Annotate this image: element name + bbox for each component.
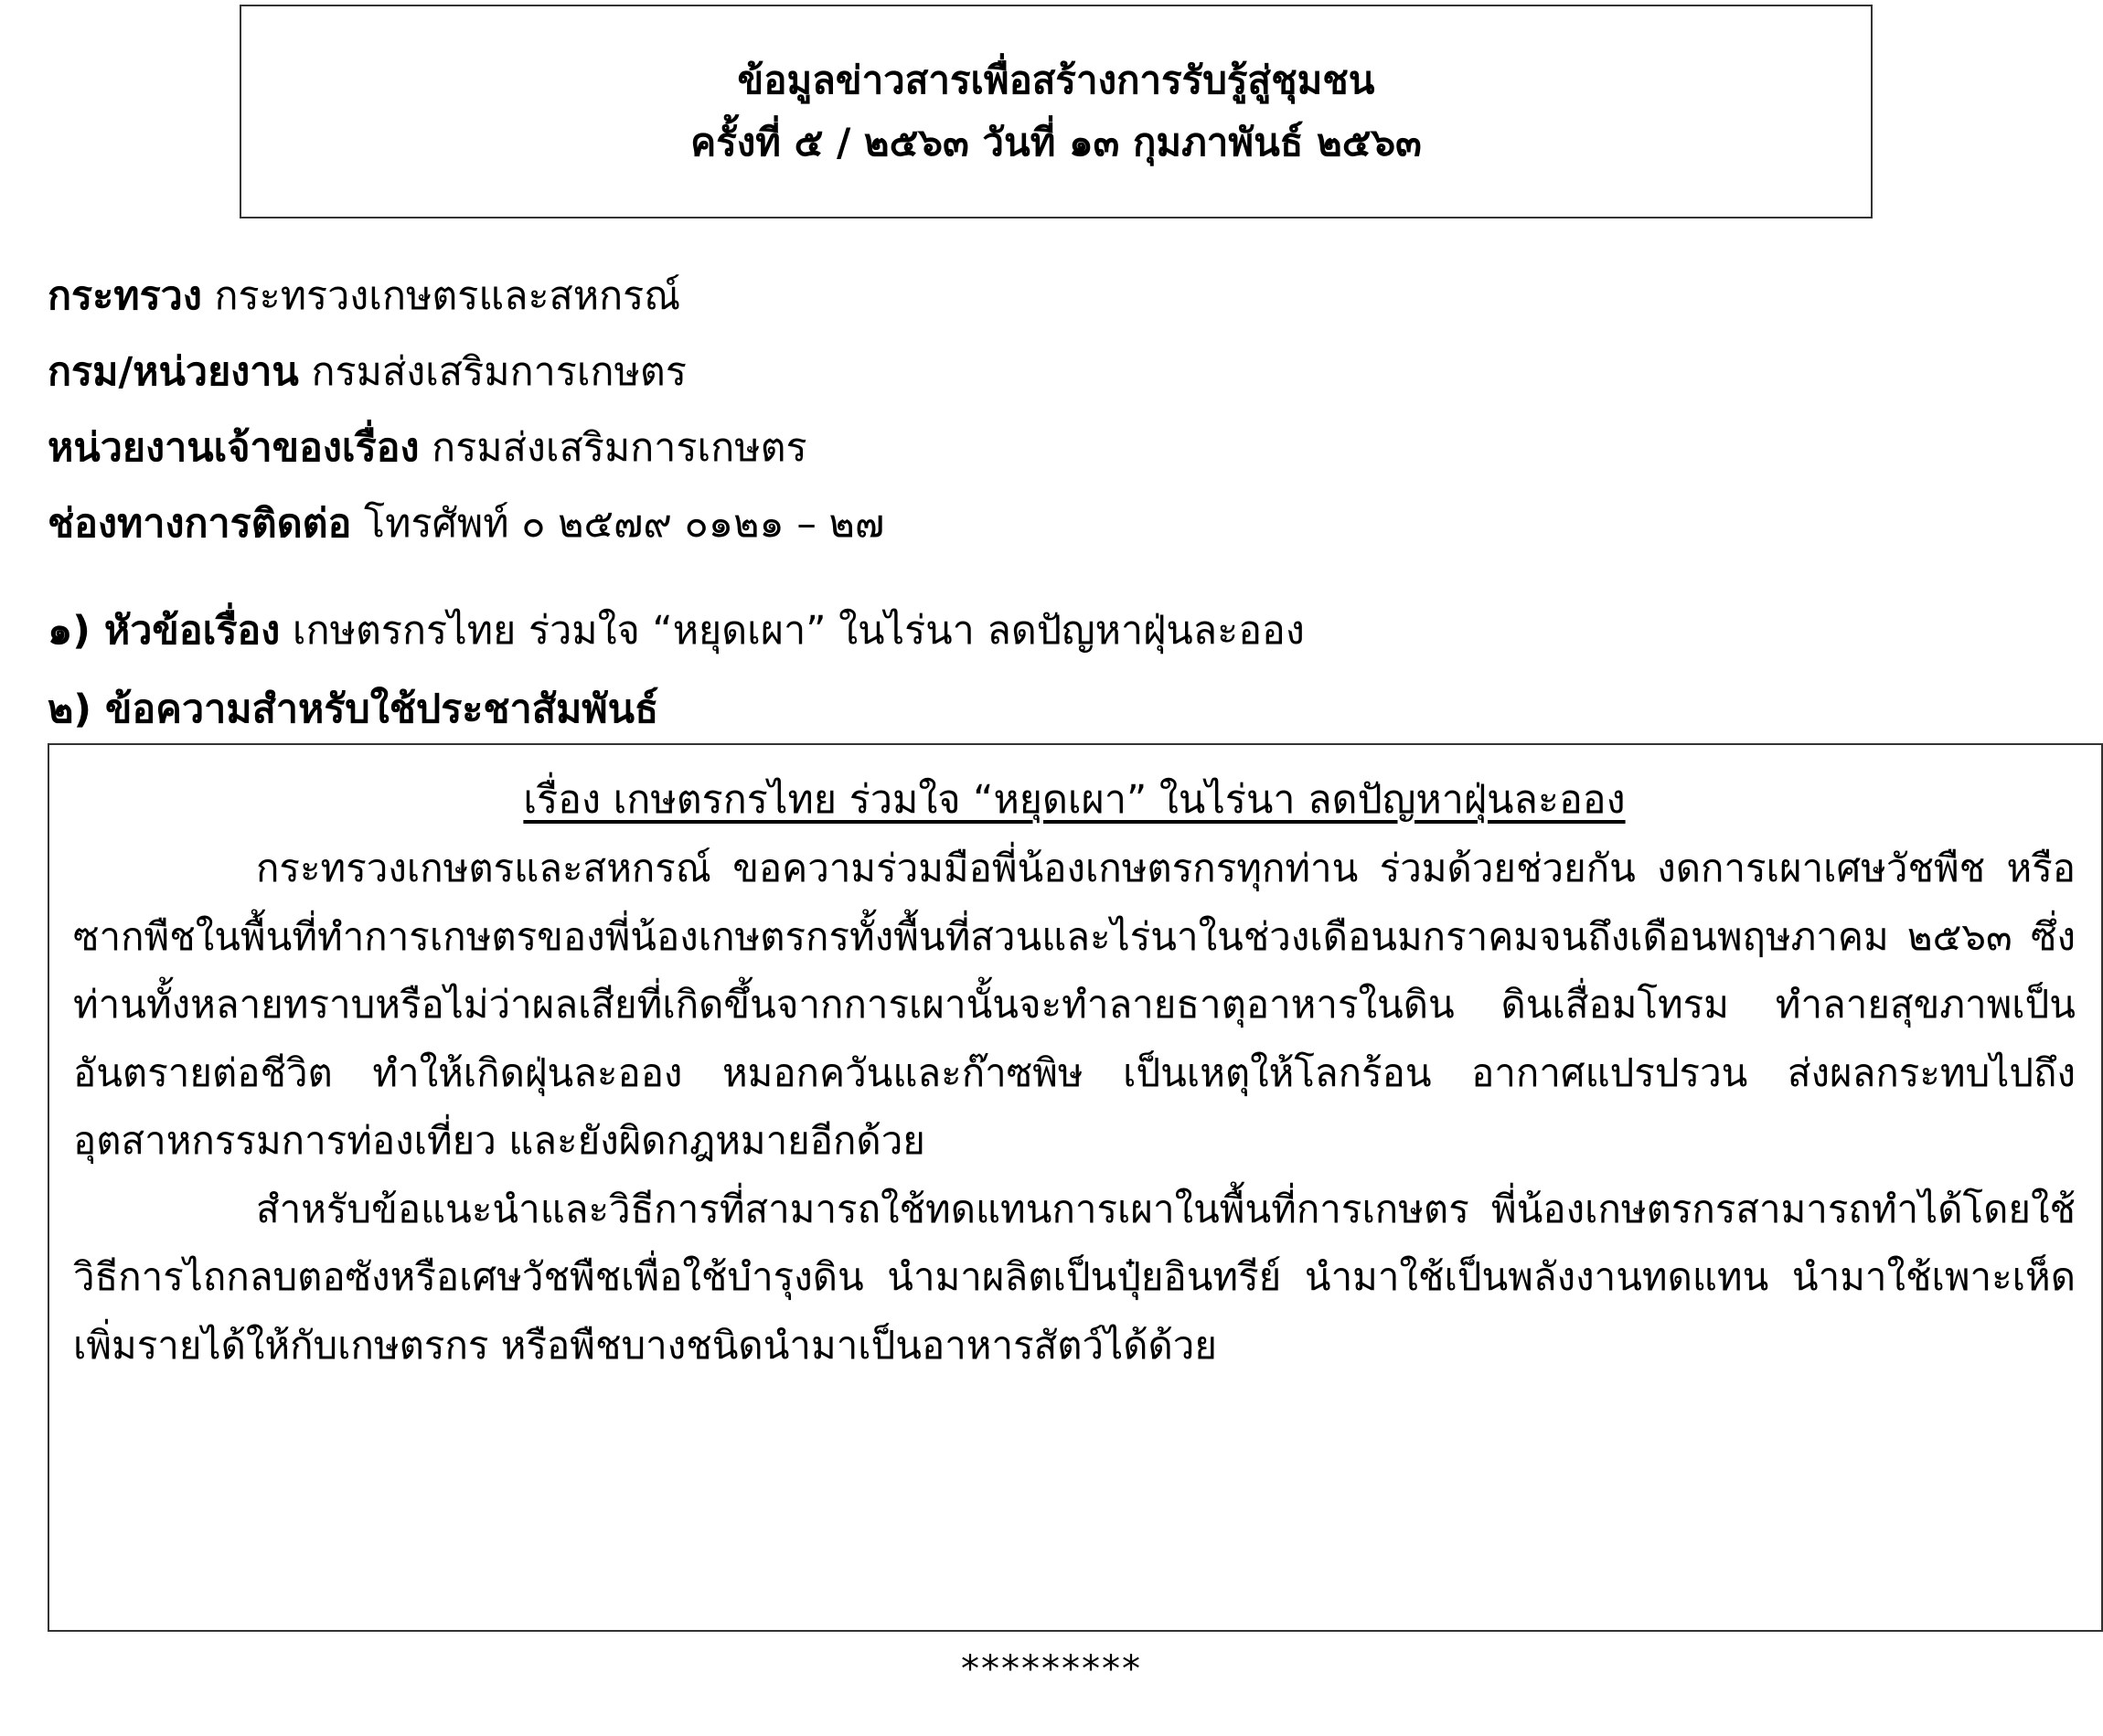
contact-label: ช่องทางการติดต่อ (48, 501, 352, 547)
footer-separator: ********* (961, 1648, 1142, 1690)
info-block (48, 259, 1602, 562)
header-box (240, 5, 1873, 218)
header-issue-date: ครั้งที่ ๕ / ๒๕๖๓ วันที่ ๑๓ กุมภาพันธ์ ๒๕๖๓ (690, 120, 1422, 165)
department-value: กรมส่งเสริมการเกษตร (311, 349, 687, 395)
press-release-title: เรื่อง เกษตรกรไทย ร่วมใจ “หยุดเผา” ในไร่นา ลดปัญหาฝุ่นละออง (523, 777, 1626, 823)
owner-row (48, 410, 1602, 486)
section-topic-value: เกษตรกรไทย ร่วมใจ “หยุดเผา” ในไร่นา ลดปัญหาฝุ่นละออง (292, 608, 1305, 654)
press-release-paragraph-2: สำหรับข้อแนะนำและวิธีการที่สามารถใช้ทดแทนการเผาในพื้นที่การเกษตร พี่น้องเกษตรกรสามารถทำได้โดยใช้วิธีการไถกลบตอซังหรือเศษวัชพืชเพื่อใช้บำรุงดิน นำมาผลิตเป็นปุ๋ยอินทรีย์ นำมาใช้เป็นพลังงานทดแทน นำมาใช้เพาะเห็ดเพิ่มรายได้ให้กับเกษตรกร หรือพืชบางชนิดนำมาเป็นอาหารสัตว์ได้ด้วย (73, 1186, 2076, 1368)
ministry-label: กระทรวง (48, 273, 202, 319)
department-row (48, 335, 1602, 410)
header-title: ข้อมูลข่าวสารเพื่อสร้างการรับรู้สู่ชุมชน (737, 58, 1375, 102)
press-release-box (48, 743, 2103, 1632)
owner-label: หน่วยงานเจ้าของเรื่อง (48, 425, 420, 471)
ministry-row (48, 259, 1602, 335)
section-pr-heading: ๒) ข้อความสำหรับใช้ประชาสัมพันธ์ (48, 687, 659, 732)
section-topic-label: ๑) หัวข้อเรื่อง (48, 608, 281, 654)
owner-value: กรมส่งเสริมการเกษตร (432, 425, 807, 471)
section-topic (48, 594, 1305, 667)
contact-value: โทรศัพท์ ๐ ๒๕๗๙ ๐๑๒๑ – ๒๗ (364, 501, 885, 547)
contact-row (48, 486, 1602, 562)
ministry-value: กระทรวงเกษตรและสหกรณ์ (214, 273, 681, 319)
press-release-paragraph-1: กระทรวงเกษตรและสหกรณ์ ขอความร่วมมือพี่น้องเกษตรกรทุกท่าน ร่วมด้วยช่วยกัน งดการเผาเศษวัชพืช หรือซากพืชในพื้นที่ทำการเกษตรของพี่น้องเกษตรกรทั้งพื้นที่สวนและไร่นาในช่วงเดือนมกราคมจนถึงเดือนพฤษภาคม ๒๕๖๓ ซึ่งท่านทั้งหลายทราบหรือไม่ว่าผลเสียที่เกิดขึ้นจากการเผานั้นจะทำลายธาตุอาหารในดิน ดินเสื่อมโทรม ทำลายสุขภาพเป็นอันตรายต่อชีวิต ทำให้เกิดฝุ่นละออง หมอกควันและก๊าซพิษ เป็นเหตุให้โลกร้อน อากาศแปรปรวน ส่งผลกระทบไปถึงอุตสาหกรรมการท่องเที่ยว และยังผิดกฎหมายอีกด้วย (73, 846, 2076, 1163)
department-label: กรม/หน่วยงาน (48, 349, 299, 395)
